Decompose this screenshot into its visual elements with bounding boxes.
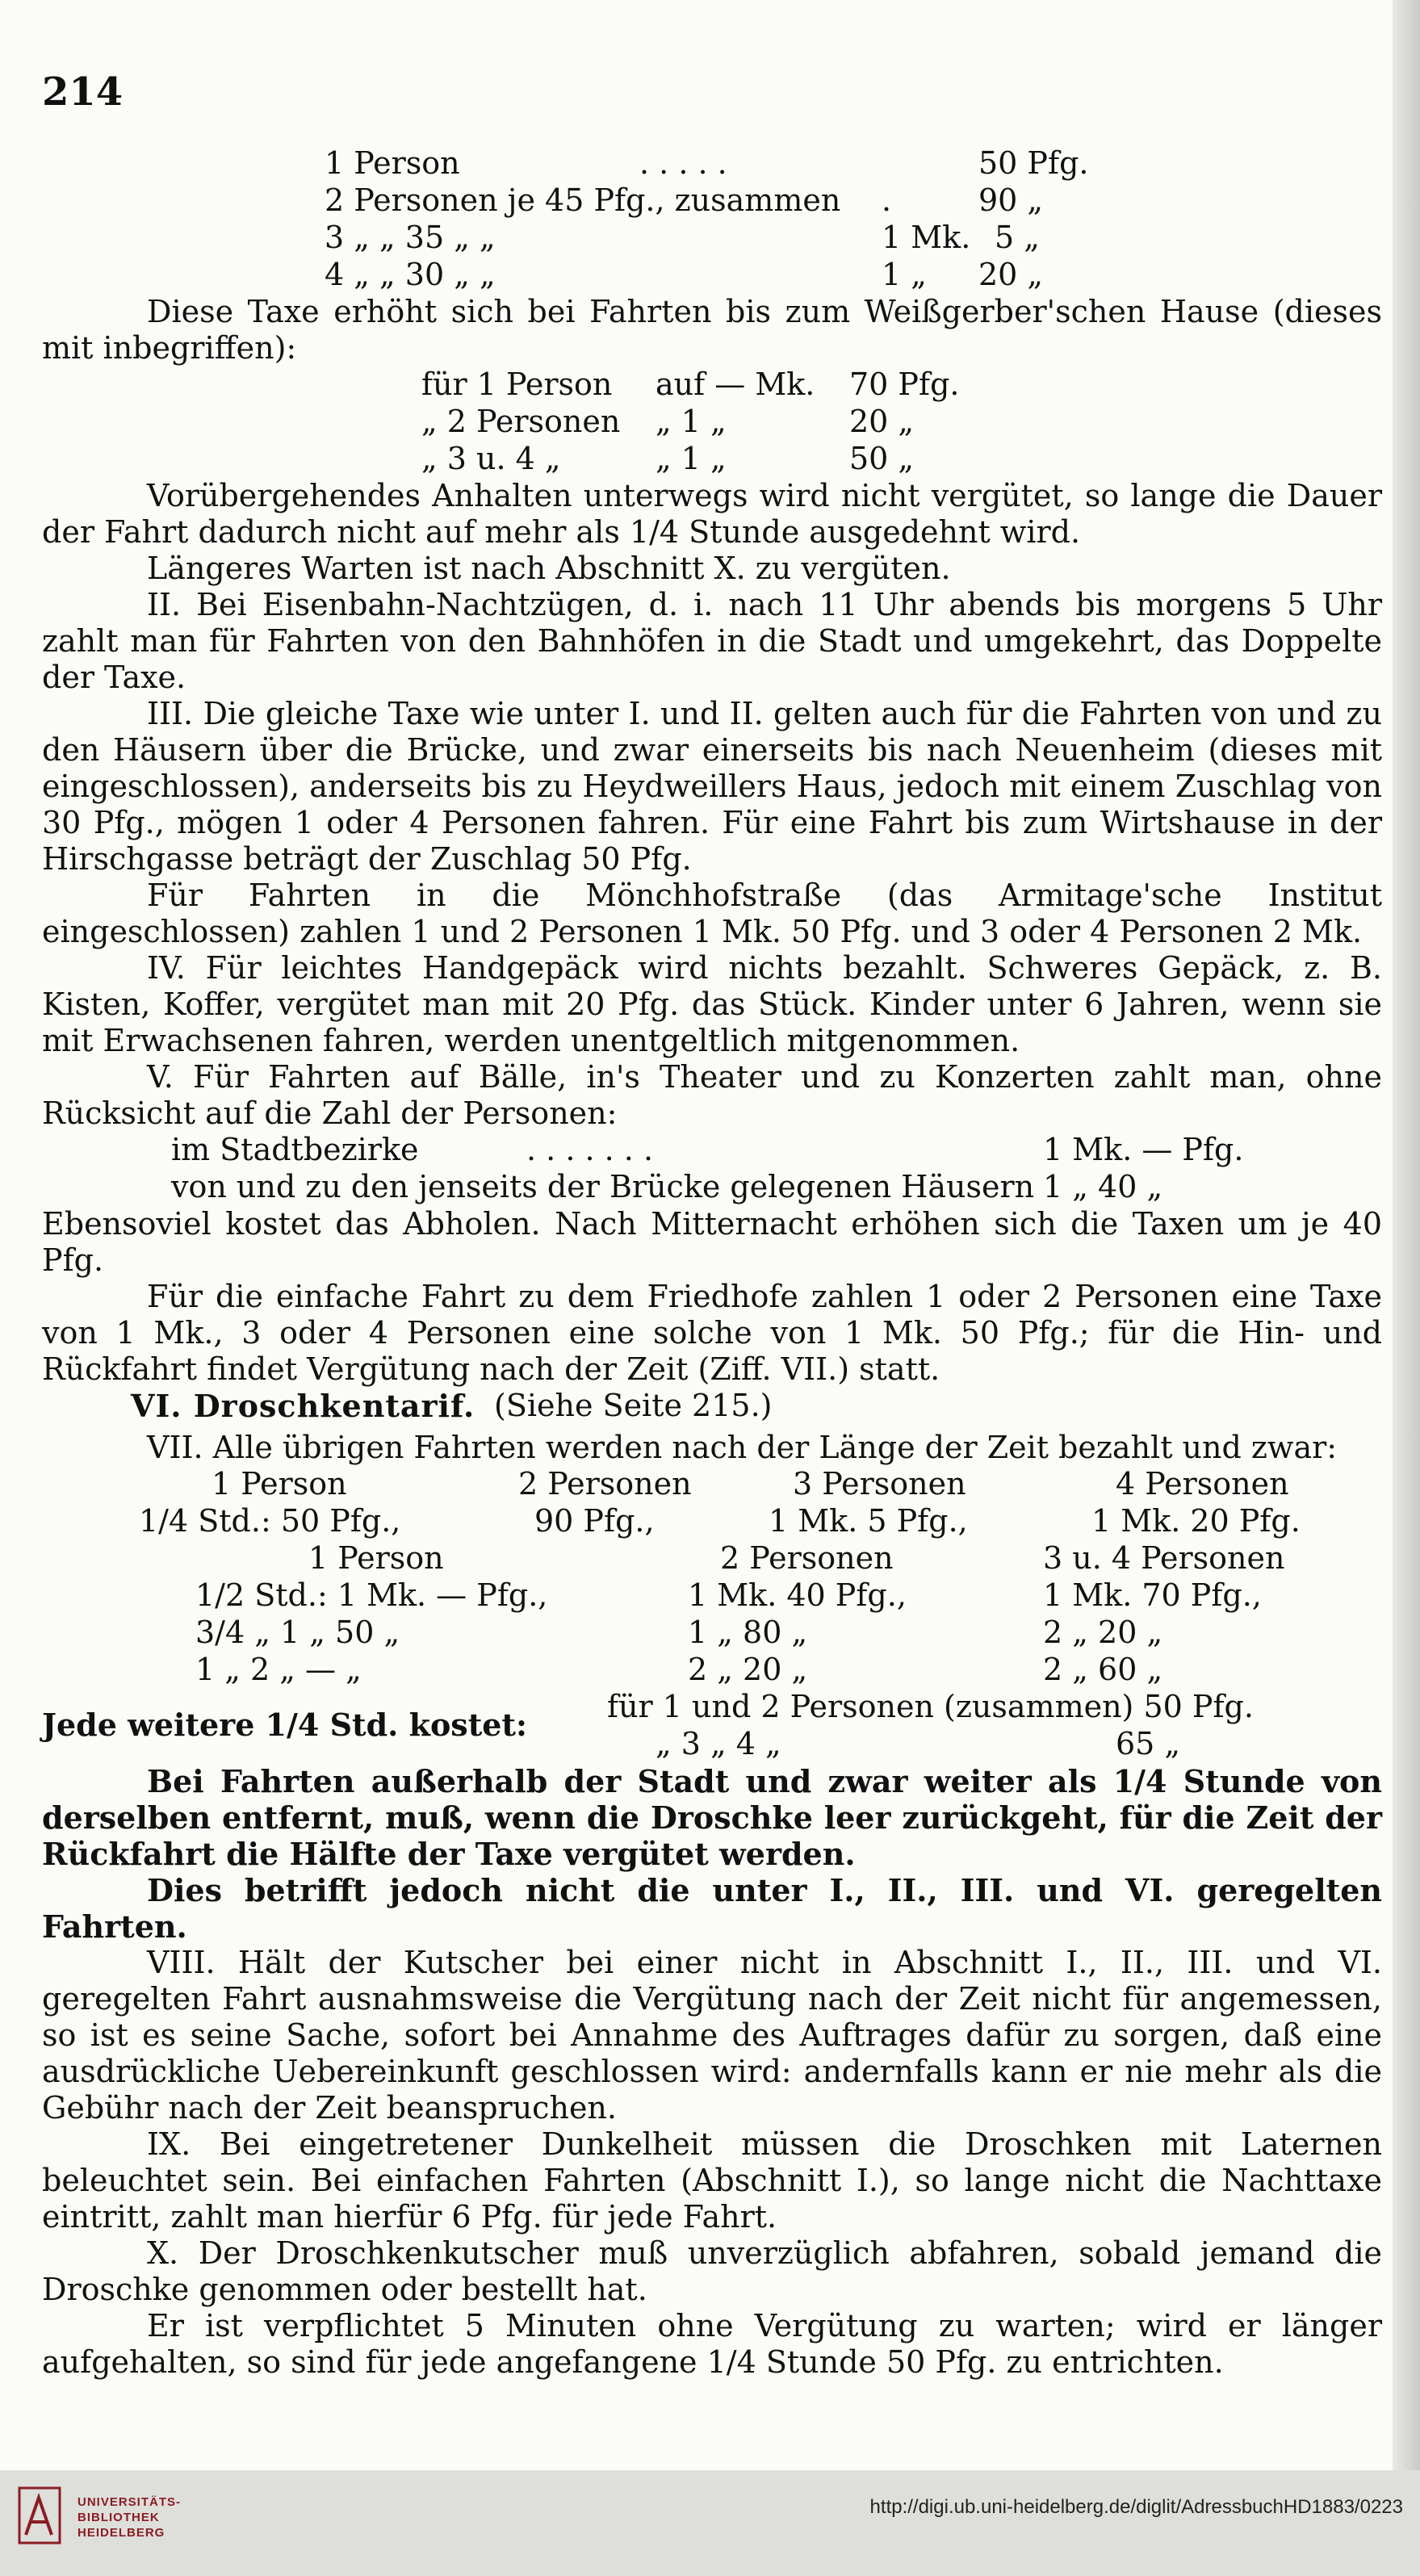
library-name[interactable]: UNIVERSITÄTS- BIBLIOTHEK HEIDELBERG [77, 2495, 182, 2540]
paragraph: Er ist verpflichtet 5 Minuten ohne Vergütung zu warten; wird er länger aufgehalten, so sind für jede angefangene 1/4 Stunde 50 Pfg. zu entrichten. [42, 2308, 1382, 2380]
rate-table-header: 1 Person 2 Personen 3 Personen 4 Personen [212, 1466, 1289, 1502]
tariff-row: 2 Personen je 45 Pfg., zusammen . 90 „ [325, 182, 1044, 218]
extra-rate: Jede weitere 1/4 Std. kostet: für 1 und 2 Personen (zusammen) 50 Pfg. [42, 1689, 1254, 1743]
tariff-row: „ 2 Personen „ 1 „ 20 „ [421, 404, 915, 439]
paragraph: Dies betrifft jedoch nicht die unter I., II., III. und VI. geregelten Fahrten. [42, 1872, 1382, 1945]
rate-table-header: 1 Person 2 Personen 3 u. 4 Personen [308, 1540, 1285, 1576]
section-iv: IV. Für leichtes Handgepäck wird nichts bezahlt. Schweres Gepäck, z. B. Kisten, Koffer, vergütet man mit 20 Pfg. das Stück. Kinder unter 6 Jahren, wenn sie mit Erwachsenen fahren, werden unentgeltlich mitgenommen. [42, 950, 1382, 1058]
section-ii: II. Bei Eisenbahn-Nachtzügen, d. i. nach 11 Uhr abends bis morgens 5 Uhr zahlt man für Fahrten von den Bahnhöfen in die Stadt und umgekehrt, das Doppelte der Taxe. [42, 587, 1382, 695]
tariff-row: 4 „ „ 30 „ „ 1 „ 20 „ [325, 257, 1044, 292]
section-viii: VIII. Hält der Kutscher bei einer nicht in Abschnitt I., II., III. und VI. geregelten Fahrt ausnahmsweise die Vergütung nach der Zeit nicht für angemessen, so ist es seine Sache, sofort bei Annahme des Auftrages dafür zu sorgen, daß eine ausdrückliche Uebereinkunft geschlossen wird: andernfalls kann er nie mehr als die Gebühr nach der Zeit beanspruchen. [42, 1945, 1382, 2126]
source-url-link[interactable]: http://digi.ub.uni-heidelberg.de/diglit/AdressbuchHD1883/0223 [869, 2496, 1403, 2518]
section-v: V. Für Fahrten auf Bälle, in's Theater und zu Konzerten zahlt man, ohne Rücksicht auf die Zahl der Personen: [42, 1059, 1382, 1131]
section-iii: III. Die gleiche Taxe wie unter I. und II. gelten auch für die Fahrten von und zu den Häusern über die Brücke, und zwar einerseits bis nach Neuenheim (dieses mit eingeschlossen), anderseits bis zu Heydweillers Haus, jedoch mit einem Zuschlag von 30 Pfg., mögen 1 oder 4 Personen fahren. Für eine Fahrt bis zum Wirtshause in der Hirschgasse beträgt der Zuschlag 50 Pfg. [42, 696, 1382, 877]
rate-table-row: 1/4 Std.: 50 Pfg., 90 Pfg., 1 Mk. 5 Pfg., 1 Mk. 20 Pfg. [139, 1503, 1301, 1539]
rate-table-row: 3/4 „ 1 „ 50 „ 1 „ 80 „ 2 „ 20 „ [195, 1615, 1163, 1650]
tariff-row: im Stadtbezirke . . . . . . . 1 Mk. — Pfg. [171, 1132, 1244, 1167]
tariff-row: 1 Person . . . . . 50 Pfg. [325, 145, 1089, 181]
section-vii: VII. Alle übrigen Fahrten werden nach der Länge der Zeit bezahlt und zwar: [147, 1430, 1338, 1465]
section-heading: VI. Droschkentarif. [131, 1388, 475, 1424]
paragraph: Für Fahrten in die Mönchhofstraße (das Armitage'sche Institut eingeschlossen) zahlen 1 und 2 Personen 1 Mk. 50 Pfg. und 3 oder 4 Personen 2 Mk. [42, 878, 1382, 949]
viewer-footer [0, 2470, 1420, 2576]
paragraph: Ebensoviel kostet das Abholen. Nach Mitternacht erhöhen sich die Taxen um je 40 Pfg. [42, 1206, 1382, 1278]
paragraph: Vorübergehendes Anhalten unterwegs wird nicht vergütet, so lange die Dauer der Fahrt dadurch nicht auf mehr als 1/4 Stunde ausgedehnt wird. [42, 478, 1382, 550]
page-body [42, 145, 1382, 2381]
rate-table-row: 1/2 Std.: 1 Mk. — Pfg., 1 Mk. 40 Pfg., 1 Mk. 70 Pfg., [195, 1577, 1262, 1613]
paragraph: Für die einfache Fahrt zu dem Friedhofe zahlen 1 oder 2 Personen eine Taxe von 1 Mk., 3 oder 4 Personen eine solche von 1 Mk. 50 Pfg.; für die Hin- und Rückfahrt findet Vergütung nach der Zeit (Ziff. VII.) statt. [42, 1279, 1382, 1387]
paragraph: Bei Fahrten außerhalb der Stadt und zwar weiter als 1/4 Stunde von derselben entfernt, muß, wenn die Droschke leer zurückgeht, für die Zeit der Rückfahrt die Hälfte der Taxe vergütet werden. [42, 1763, 1382, 1872]
extra-rate: „ 3 „ 4 „ 65 „ [656, 1726, 1181, 1761]
rate-table-row: 1 „ 2 „ — „ 2 „ 20 „ 2 „ 60 „ [195, 1652, 1163, 1687]
section-x: X. Der Droschkenkutscher muß unverzüglich abfahren, sobald jemand die Droschke genommen oder bestellt hat. [42, 2235, 1382, 2307]
page-number: 214 [42, 69, 124, 115]
tariff-row: von und zu den jenseits der Brücke gelegenen Häusern 1 „ 40 „ [171, 1169, 1163, 1204]
section-vi: VI. Droschkentarif. (Siehe Seite 215.) [131, 1388, 773, 1424]
section-ix: IX. Bei eingetretener Dunkelheit müssen die Droschken mit Laternen beleuchtet sein. Bei einfachen Fahrten (Abschnitt I.), so lange nicht die Nachttaxe eintritt, zahlt man hierfür 6 Pfg. für jede Fahrt. [42, 2126, 1382, 2235]
paragraph: Diese Taxe erhöht sich bei Fahrten bis zum Weißgerber'schen Hause (dieses mit inbegriffen): [42, 294, 1382, 366]
tariff-row: „ 3 u. 4 „ „ 1 „ 50 „ [421, 441, 915, 476]
tariff-row: 3 „ „ 35 „ „ 1 Mk. 5 „ [325, 220, 1040, 255]
paragraph: Längeres Warten ist nach Abschnitt X. zu vergüten. [147, 551, 951, 586]
page-edge [1393, 0, 1420, 2470]
tariff-row: für 1 Person auf — Mk. 70 Pfg. [421, 367, 960, 402]
